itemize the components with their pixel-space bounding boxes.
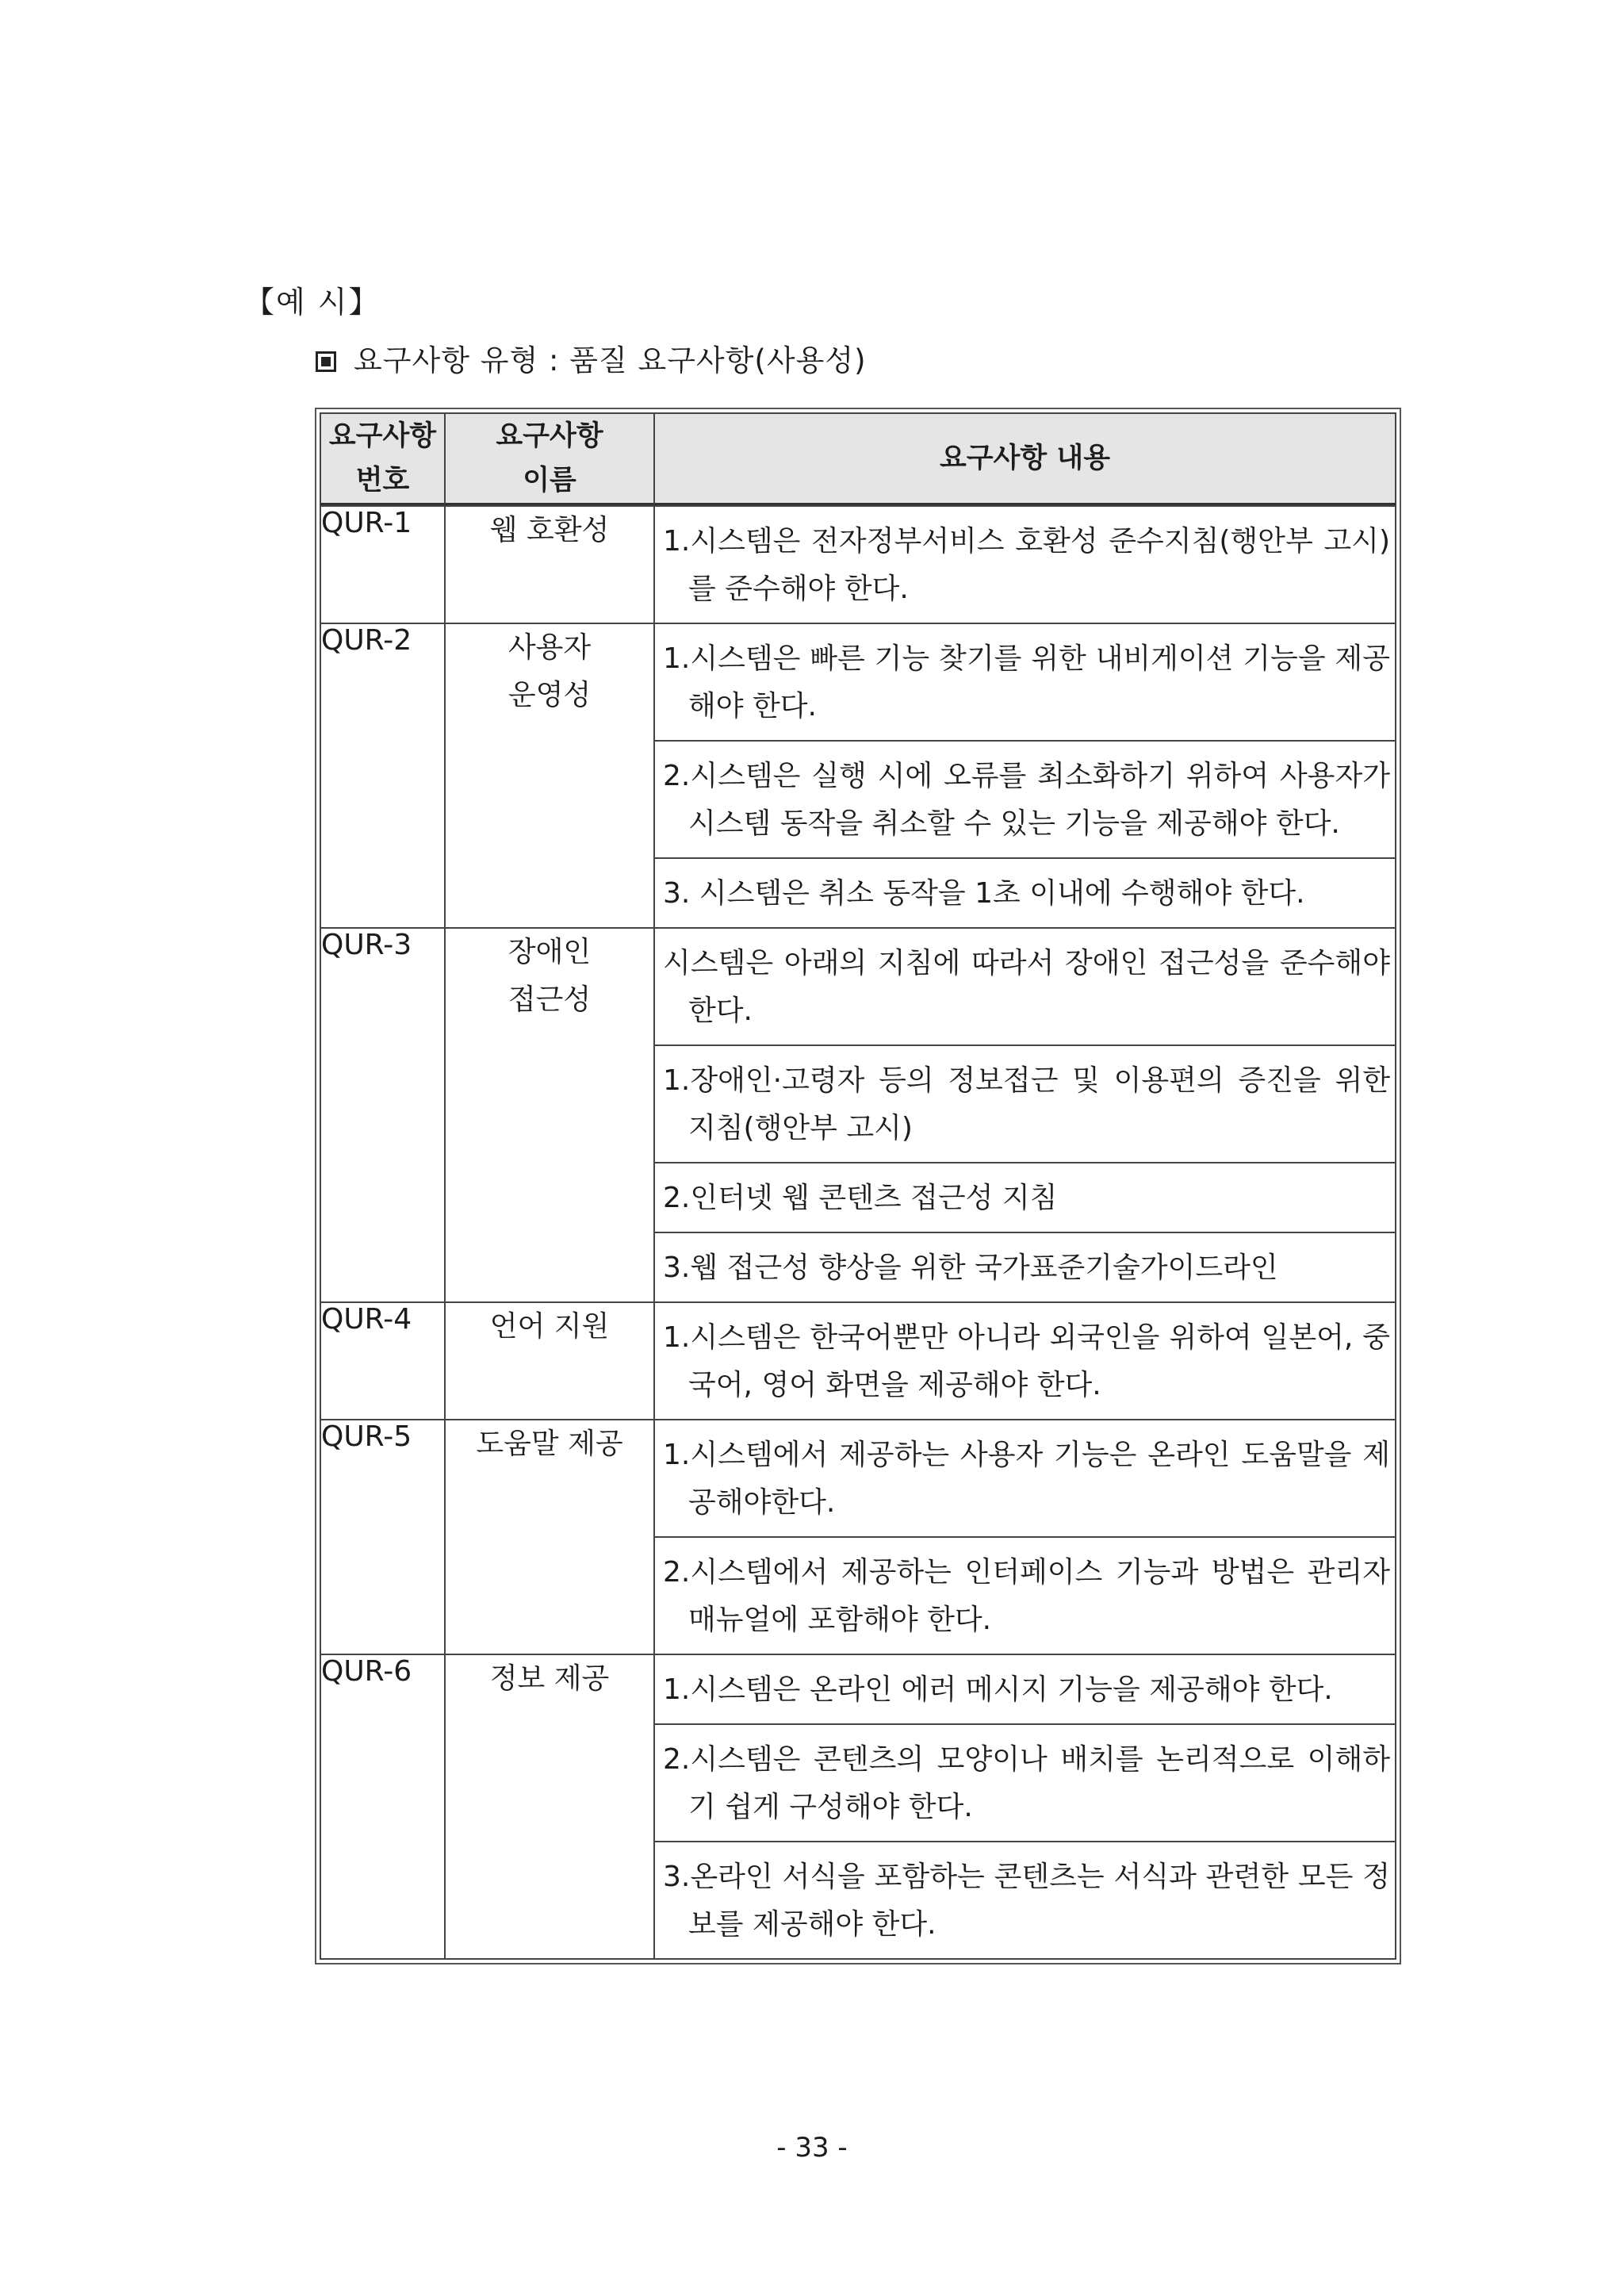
requirement-id: QUR-1 [320, 505, 444, 623]
requirement-name: 정보 제공 [444, 1654, 653, 1960]
table-row [320, 623, 1396, 927]
table-row [320, 505, 1396, 623]
requirement-content [653, 623, 1396, 927]
table-body [320, 505, 1396, 1960]
requirement-type-line [316, 336, 867, 379]
requirement-item [655, 1723, 1395, 1841]
requirement-id: QUR-3 [320, 927, 444, 1301]
header-name [444, 412, 653, 505]
requirement-item-text: 1.시스템은 온라인 에러 메시지 기능을 제공해야 한다. [663, 1673, 1333, 1706]
requirement-item [655, 1303, 1395, 1419]
requirement-item-text: 1.시스템은 전자정부서비스 호환성 준수지침(행안부 고시)를 준수해야 한다. [663, 525, 1390, 605]
requirement-name: 웹 호환성 [444, 505, 653, 623]
requirement-item [655, 1162, 1395, 1232]
requirement-item [655, 624, 1395, 740]
requirement-item [655, 929, 1395, 1045]
header-content-text: 요구사항 내용 [939, 443, 1111, 474]
table-row [320, 1301, 1396, 1419]
requirement-content [653, 505, 1396, 623]
requirement-item [655, 1420, 1395, 1536]
requirement-id: QUR-4 [320, 1301, 444, 1419]
requirement-content [653, 1654, 1396, 1960]
requirement-item [655, 507, 1395, 623]
requirement-item-text: 3.온라인 서식을 포함하는 콘텐츠는 서식과 관련한 모든 정보를 제공해야 한다. [663, 1861, 1390, 1941]
requirement-name: 사용자 운영성 [444, 623, 653, 927]
table-row [320, 1419, 1396, 1654]
requirement-id: QUR-6 [320, 1654, 444, 1960]
requirement-item-text: 2.인터넷 웹 콘텐츠 접근성 지침 [663, 1182, 1058, 1214]
header-number-text: 요구사항 번호 [328, 420, 437, 496]
requirements-table [320, 412, 1396, 1960]
table-header-row [320, 412, 1396, 505]
header-number [320, 412, 444, 505]
filled-square-bullet-icon [316, 351, 336, 372]
requirement-item-text: 3. 시스템은 취소 동작을 1초 이내에 수행해야 한다. [663, 877, 1305, 910]
page-number: - 33 - [776, 2132, 848, 2164]
requirement-name: 언어 지원 [444, 1301, 653, 1419]
requirement-name: 도움말 제공 [444, 1419, 653, 1654]
requirement-item [655, 857, 1395, 927]
requirement-item-text: 시스템은 아래의 지침에 따라서 장애인 접근성을 준수해야 한다. [663, 947, 1390, 1027]
requirement-item-text: 2.시스템은 콘텐츠의 모양이나 배치를 논리적으로 이해하기 쉽게 구성해야 한다. [663, 1743, 1390, 1823]
requirement-item [655, 1655, 1395, 1723]
requirement-item-text: 1.시스템은 빠른 기능 찾기를 위한 내비게이션 기능을 제공해야 한다. [663, 642, 1390, 723]
requirement-content [653, 1419, 1396, 1654]
requirement-item [655, 1841, 1395, 1958]
example-heading: 【예 시】 [244, 285, 381, 320]
requirement-content [653, 927, 1396, 1301]
requirement-type-text: 요구사항 유형 : 품질 요구사항(사용성) [354, 343, 867, 378]
requirement-id: QUR-2 [320, 623, 444, 927]
requirement-item-text: 2.시스템에서 제공하는 인터페이스 기능과 방법은 관리자 매뉴얼에 포함해야 한다. [663, 1556, 1390, 1636]
requirement-item-text: 3.웹 접근성 향상을 위한 국가표준기술가이드라인 [663, 1251, 1278, 1284]
requirement-item-text: 1.시스템은 한국어뿐만 아니라 외국인을 위하여 일본어, 중국어, 영어 화면을 제공해야 한다. [663, 1321, 1390, 1401]
table-row [320, 1654, 1396, 1960]
requirement-content [653, 1301, 1396, 1419]
requirement-item-text: 1.장애인·고령자 등의 정보접근 및 이용편의 증진을 위한 지침(행안부 고시) [663, 1064, 1390, 1144]
requirement-item [655, 740, 1395, 857]
header-content [653, 412, 1396, 505]
table-row [320, 927, 1396, 1301]
requirement-item [655, 1232, 1395, 1301]
requirement-item [655, 1045, 1395, 1162]
requirement-item-text: 2.시스템은 실행 시에 오류를 최소화하기 위하여 사용자가 시스템 동작을 취소할 수 있는 기능을 제공해야 한다. [663, 760, 1390, 840]
requirement-item-text: 1.시스템에서 제공하는 사용자 기능은 온라인 도움말을 제공해야한다. [663, 1439, 1390, 1519]
requirement-id: QUR-5 [320, 1419, 444, 1654]
header-name-text: 요구사항 이름 [496, 420, 603, 496]
requirement-name: 장애인 접근성 [444, 927, 653, 1301]
requirement-item [655, 1536, 1395, 1654]
